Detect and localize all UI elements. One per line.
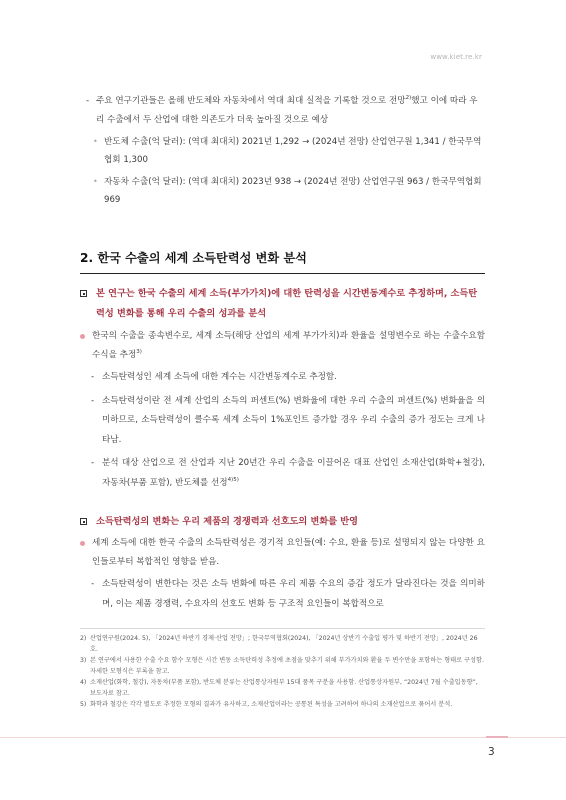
footnotes	[80, 634, 485, 712]
footnote-text: 소재산업(화학, 철강), 자동차(부품 포함), 반도체 분류는 산업통상자원부 15대 품목 구분을 사용함. 산업통상자원부, “2024년 7월 수출입동향”, 보도자료 참고.	[90, 679, 478, 697]
dot-bullet-icon	[80, 334, 85, 339]
dash-mark: -	[91, 395, 95, 406]
intro-dash-text: 주요 연구기관들은 올해 반도체와 자동차에서 역대 최대 실적을 기록할 것으로 전망	[96, 96, 406, 106]
footnote	[80, 700, 485, 711]
block-heading	[80, 512, 485, 532]
intro-item-text: 반도체 수출(억 달러): (역대 최대치) 2021년 1,292 → (2024년 전망) 산업연구원 1,341 / 한국무역협회 1,300	[104, 137, 482, 165]
footnote-ref[interactable]: 4)5)	[227, 476, 239, 483]
bullet-mark: •	[93, 137, 98, 146]
site-url: www.kiet.re.kr	[430, 53, 482, 61]
dash-mark: -	[86, 96, 90, 106]
intro-item	[80, 133, 485, 169]
intro-dash-note	[80, 92, 485, 130]
footnote-ref[interactable]: 3)	[136, 349, 142, 356]
dash-mark: -	[91, 372, 95, 382]
dot-bullet-icon	[80, 541, 85, 546]
footnote	[80, 656, 485, 677]
sub-item	[80, 454, 485, 493]
footnote-text: 화학과 철강은 각각 별도로 추정한 모형의 결과가 유사하고, 소재산업이라는 공통된 특성을 고려하여 하나의 소재산업으로 묶어서 분석.	[90, 701, 453, 708]
footnote	[80, 634, 485, 655]
footnote-ref[interactable]: 2)	[405, 95, 412, 102]
sub-item	[80, 392, 485, 451]
square-bullet-icon	[80, 290, 87, 297]
footnote-text: 산업연구원(2024. 5), 「2024년 하반기 경제·산업 전망」; 한국무역협회(2024), 「2024년 상반기 수출입 평가 및 하반기 전망」, 2024년 26호.	[90, 635, 478, 653]
intro-dash-text-cont: 했고 이에 따라 우리 수출에서 두 산업에 대한 의존도가 더욱 높아질 것으로 예상	[96, 96, 478, 125]
bullet-text: 한국의 수출을 종속변수로, 세계 소득(해당 산업의 세계 부가가치)과 환율을 설명변수로 하는 수출수요함수식을 추정	[92, 331, 485, 360]
footnote-number: 4)	[80, 679, 87, 686]
footnote-text: 본 연구에서 사용한 수출 수요 함수 모형은 시간 변동 소득탄력성 추정에 초점을 맞추기 위해 부가가치와 환율 두 변수만을 포함하는 형태로 구성함. 자세한 모형식은 부록을 참고.	[90, 657, 484, 675]
footnote	[80, 678, 485, 699]
sub-item-text: 분석 대상 산업으로 전 산업과 지난 20년간 우리 수출을 이끌어온 대표 산업인 소재산업(화학+철강), 자동차(부품 포함), 반도체를 선정	[102, 458, 485, 488]
sub-item-text: 소득탄력성이란 전 세계 산업의 소득의 퍼센트(%) 변화율에 대한 우리 수출의 퍼센트(%) 변화율을 의미하므로, 소득탄력성이 클수록 세계 소득이 1%포인트 증가할 경우 우리 수출의 증가 정도는 크게 나타남.	[102, 395, 485, 445]
block-heading-text: 소득탄력성의 변화는 우리 제품의 경쟁력과 선호도의 변화를 반영	[96, 516, 359, 527]
sub-item-text: 소득탄력성이 변한다는 것은 소득 변화에 따른 우리 제품 수요의 증감 정도가 달라진다는 것을 의미하며, 이는 제품 경쟁력, 수요자의 선호도 변화 등 구조적 요인들이 복합적으로	[102, 579, 485, 609]
dash-mark: -	[91, 579, 95, 589]
bullet-mark: •	[93, 177, 98, 186]
page-number: 3	[488, 746, 495, 758]
section-title: 2. 한국 수출의 세계 소득탄력성 변화 분석	[80, 251, 307, 265]
intro-item-text: 자동차 수출(억 달러): (역대 최대치) 2023년 938 → (2024년 전망) 산업연구원 963 / 한국무역협회 969	[104, 177, 482, 205]
intro-item	[80, 173, 485, 209]
block-heading-text: 본 연구는 한국 수출의 세계 소득(부가가치)에 대한 탄력성을 시간변동계수로 추정하며, 소득탄력성 변화를 통해 우리 수출의 성과를 분석	[96, 288, 478, 319]
bullet-text: 세계 소득에 대한 한국 수출의 소득탄력성은 경기적 요인들(예: 수요, 환율 등)로 설명되지 않는 다양한 요인들로부터 복합적인 영향을 받음.	[92, 538, 485, 567]
footnote-number: 2)	[80, 635, 87, 642]
dash-mark: -	[91, 458, 95, 468]
footnote-divider	[80, 628, 485, 629]
footer-accent	[486, 736, 508, 738]
footer-rule	[0, 737, 566, 738]
footnote-number: 5)	[80, 701, 87, 708]
footnote-number: 3)	[80, 657, 87, 664]
square-bullet-icon	[80, 518, 87, 525]
main-content	[80, 92, 485, 614]
sub-item	[80, 368, 485, 388]
bullet-item	[80, 534, 485, 572]
sub-item	[80, 575, 485, 614]
block-heading	[80, 284, 485, 324]
sub-item-text: 소득탄력성인 세계 소득에 대한 계수는 시간변동계수로 추정함.	[102, 372, 337, 382]
bullet-item	[80, 327, 485, 365]
